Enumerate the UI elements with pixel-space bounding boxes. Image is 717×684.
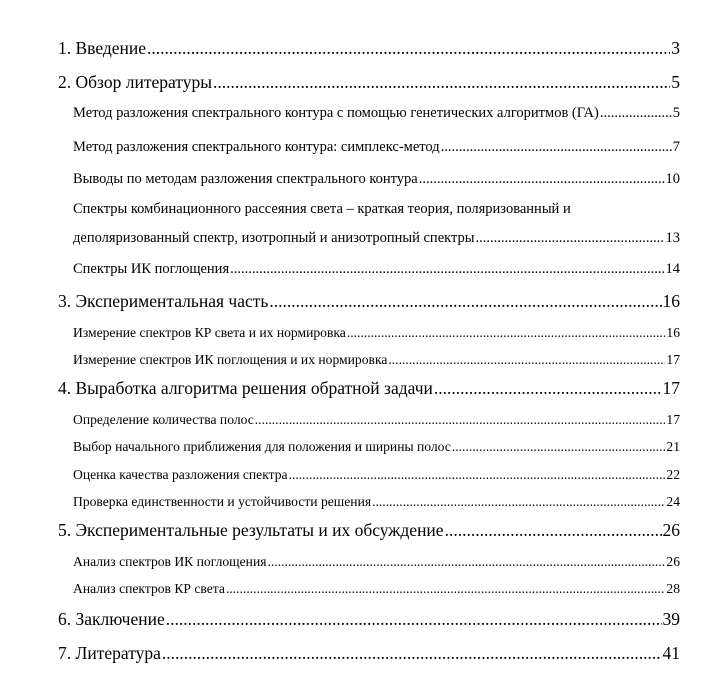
toc-entry-label: 5. Экспериментальные результаты и их обсуждение <box>58 520 444 540</box>
toc-entry-label: Выбор начального приближения для положения и ширины полос <box>73 439 451 454</box>
toc-entry-label: Анализ спектров ИК поглощения <box>73 554 267 569</box>
toc-entry-page: 3 <box>671 38 680 58</box>
dot-leader <box>269 291 661 312</box>
toc-entry-ir-analysis[interactable] <box>73 554 680 570</box>
toc-entry-label: Определение количества полос <box>73 412 254 427</box>
toc-entry-label: 4. Выработка алгоритма решения обратной задачи <box>58 378 433 398</box>
toc-entry-page: 41 <box>662 643 680 663</box>
toc-entry-raman-analysis[interactable] <box>73 581 680 597</box>
toc-entry-page: 39 <box>662 609 680 629</box>
dot-leader <box>166 609 662 630</box>
toc-entry-literature-review[interactable] <box>58 72 680 93</box>
toc-entry-genetic-algorithms[interactable] <box>73 105 680 122</box>
dot-leader <box>267 554 665 570</box>
toc-entry-label: 7. Литература <box>58 643 161 663</box>
dot-leader <box>255 412 666 428</box>
toc-entry-page: 17 <box>662 378 680 398</box>
dot-leader <box>147 38 670 59</box>
toc-entry-initial-approximation[interactable] <box>73 439 680 455</box>
toc-entry-page: 24 <box>666 494 680 509</box>
toc-entry-ir-measurement[interactable] <box>73 352 680 368</box>
dot-leader <box>419 171 665 188</box>
toc-entry-label: Измерение спектров КР света и их нормировка <box>73 325 346 340</box>
toc-entry-label: 3. Экспериментальная часть <box>58 291 269 311</box>
toc-entry-label: Спектры ИК поглощения <box>73 261 230 277</box>
toc-entry-decomposition-conclusions[interactable] <box>73 171 680 188</box>
toc-entry-experimental-results[interactable] <box>58 520 680 541</box>
dot-leader <box>476 230 665 247</box>
toc-entry-simplex-method[interactable] <box>73 139 680 156</box>
toc-entry-band-count[interactable] <box>73 412 680 428</box>
dot-leader <box>600 105 672 122</box>
toc-entry-raman-theory-line1[interactable]: Спектры комбинационного рассеяния света – краткая теория, поляризованный и <box>73 201 571 217</box>
toc-entry-conclusion[interactable] <box>58 609 680 630</box>
toc-entry-page: 17 <box>666 352 680 367</box>
dot-leader <box>388 352 665 368</box>
toc-entry-label: Анализ спектров КР света <box>73 581 225 596</box>
toc-entry-label: Проверка единственности и устойчивости решения <box>73 494 372 509</box>
dot-leader <box>289 467 666 483</box>
toc-entry-label: Выводы по методам разложения спектрального контура <box>73 171 418 187</box>
dot-leader <box>445 520 662 541</box>
toc-entry-label: 6. Заключение <box>58 609 165 629</box>
toc-entry-raman-theory[interactable] <box>73 230 680 247</box>
toc-entry-introduction[interactable] <box>58 38 680 59</box>
dot-leader <box>226 581 665 597</box>
dot-leader <box>347 325 666 341</box>
toc-entry-label: деполяризованный спектр, изотропный и анизотропный спектры <box>73 230 475 246</box>
toc-entry-label: Оценка качества разложения спектра <box>73 467 288 482</box>
dot-leader <box>162 643 662 664</box>
toc-entry-label: 1. Введение <box>58 38 147 58</box>
toc-entry-inverse-problem-algorithm[interactable] <box>58 378 680 399</box>
toc-entry-page: 26 <box>666 554 680 569</box>
toc-entry-page: 21 <box>666 439 680 454</box>
toc-entry-label: 2. Обзор литературы <box>58 72 212 92</box>
toc-entry-page: 13 <box>665 230 680 246</box>
toc-entry-page: 22 <box>666 467 680 482</box>
toc-entry-page: 5 <box>672 105 680 121</box>
toc-entry-page: 26 <box>662 520 680 540</box>
dot-leader <box>452 439 666 455</box>
toc-entry-page: 17 <box>666 412 680 427</box>
toc-entry-page: 14 <box>665 261 680 277</box>
toc-entry-ir-absorption-spectra[interactable] <box>73 261 680 278</box>
dot-leader <box>441 139 672 156</box>
dot-leader <box>372 494 665 510</box>
toc-entry-uniqueness-stability[interactable] <box>73 494 680 510</box>
toc-entry-page: 16 <box>666 325 680 340</box>
toc-entry-page: 16 <box>662 291 680 311</box>
toc-entry-page: 10 <box>665 171 680 187</box>
toc-entry-page: 5 <box>671 72 680 92</box>
toc-entry-label: Измерение спектров ИК поглощения и их нормировка <box>73 352 388 367</box>
toc-entry-page: 7 <box>672 139 680 155</box>
toc-entry-label: Метод разложения спектрального контура с помощью генетических алгоритмов (ГА) <box>73 105 599 121</box>
toc-entry-raman-measurement[interactable] <box>73 325 680 341</box>
toc-entry-decomposition-quality[interactable] <box>73 467 680 483</box>
toc-entry-references[interactable] <box>58 643 680 664</box>
dot-leader <box>434 378 662 399</box>
toc-entry-experimental-part[interactable] <box>58 291 680 312</box>
toc-entry-label: Метод разложения спектрального контура: симплекс-метод <box>73 139 440 155</box>
dot-leader <box>213 72 670 93</box>
dot-leader <box>230 261 664 278</box>
toc-entry-page: 28 <box>666 581 680 596</box>
